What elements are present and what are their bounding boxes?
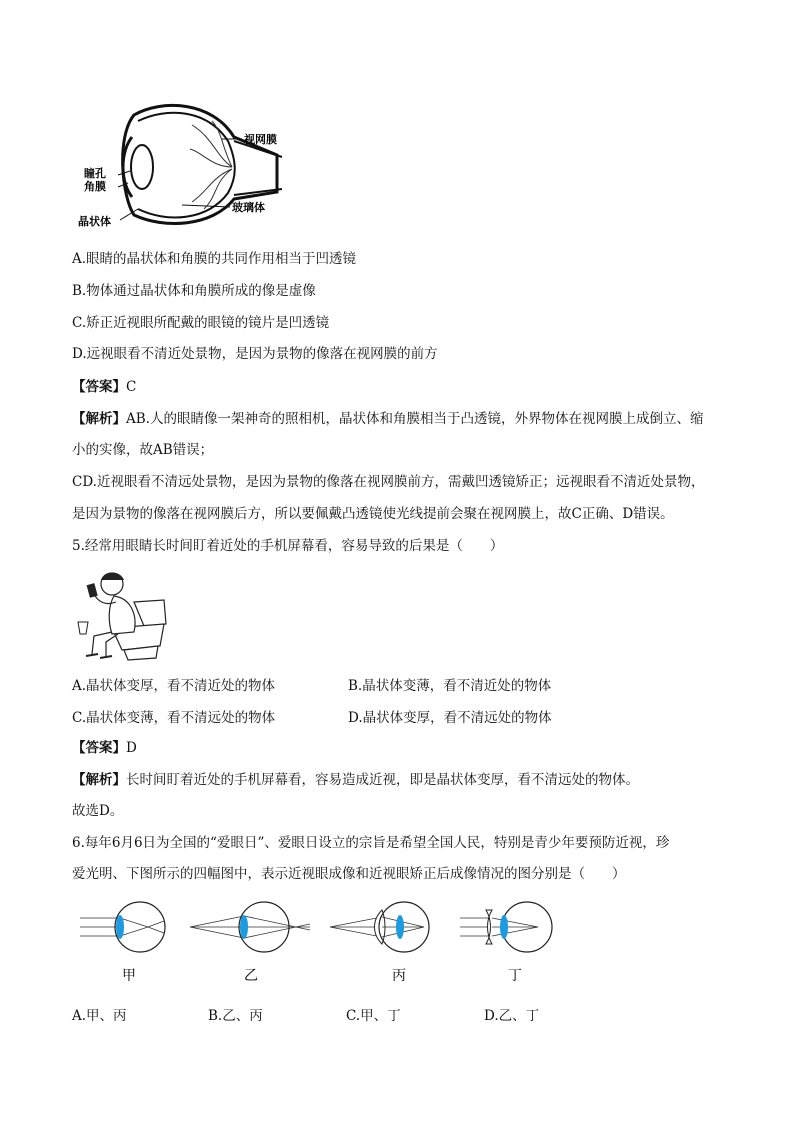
lens-blue xyxy=(396,915,404,939)
q6-option-b: B.乙、丙 xyxy=(208,1008,263,1024)
q6-option-a: A.甲、丙 xyxy=(72,1008,127,1024)
lens-blue xyxy=(116,915,124,939)
lens xyxy=(131,145,153,189)
answer-value: D xyxy=(126,740,137,756)
diagram-jia xyxy=(80,902,165,952)
q4-option-d: D.远视眼看不清近处景物，是因为景物的像落在视网膜的前方 xyxy=(72,346,438,362)
q6-option-c: C.甲、丁 xyxy=(346,1008,401,1024)
answer-label: 【答案】 xyxy=(72,379,126,395)
q4-option-a: A.眼睛的晶状体和角膜的共同作用相当于凹透镜 xyxy=(72,251,357,267)
q4-analysis-2b: 是因为景物的像落在视网膜后方，所以要佩戴凸透镜使光线提前会聚在视网膜上，故C正确、D错误。 xyxy=(72,506,674,522)
q5-stem: 5.经常用眼睛长时间盯着近处的手机屏幕看，容易导致的后果是（ ） xyxy=(72,538,504,554)
analysis-text: 长时间盯着近处的手机屏幕看，容易造成近视，即是晶状体变厚，看不清远处的物体。 xyxy=(126,772,639,788)
lens-blue xyxy=(500,915,508,939)
q4-option-b: B.物体通过晶状体和角膜所成的像是虚像 xyxy=(72,283,316,299)
phone-user-illustration xyxy=(72,566,172,662)
figure-label-jia: 甲 xyxy=(122,968,136,984)
q5-option-c: C.晶状体变薄，看不清远处的物体 xyxy=(72,710,276,726)
figure-label-yi: 乙 xyxy=(244,968,258,984)
label-lens: 晶状体 xyxy=(78,215,111,228)
diagram-ding xyxy=(460,902,552,952)
analysis-label: 【解析】 xyxy=(72,772,126,788)
answer-label: 【答案】 xyxy=(72,740,126,756)
q4-analysis-1a xyxy=(72,409,703,429)
analysis-label: 【解析】 xyxy=(72,411,126,427)
q6-stem-1: 6.每年6月6日为全国的“爱眼日”、爱眼日设立的宗旨是希望全国人民，特别是青少年要预防近视，珍 xyxy=(72,835,670,851)
q5-option-a: A.晶状体变厚，看不清近处的物体 xyxy=(72,678,276,694)
q6-eye-diagrams xyxy=(72,900,562,990)
q4-answer xyxy=(72,377,136,397)
answer-value: C xyxy=(126,379,137,395)
q5-conclusion: 故选D。 xyxy=(72,803,124,819)
q4-option-c: C.矫正近视眼所配戴的眼镜的镜片是凹透镜 xyxy=(72,315,330,331)
label-vitreous: 玻璃体 xyxy=(232,201,265,214)
q6-stem-2: 爱光明、下图所示的四幅图中，表示近视眼成像和近视眼矫正后成像情况的图分别是（ ） xyxy=(72,866,626,882)
figure-label-bing: 丙 xyxy=(392,968,406,984)
diagram-bing xyxy=(330,902,429,952)
eye-anatomy-figure xyxy=(72,97,302,232)
label-pupil: 瞳孔 xyxy=(84,167,106,180)
figure-label-ding: 丁 xyxy=(508,968,522,984)
lens-blue xyxy=(240,915,248,939)
q6-option-d: D.乙、丁 xyxy=(484,1008,540,1024)
q5-analysis xyxy=(72,770,639,790)
q5-option-d: D.晶状体变厚，看不清远处的物体 xyxy=(348,710,552,726)
q5-option-b: B.晶状体变薄，看不清近处的物体 xyxy=(348,678,552,694)
label-retina: 视网膜 xyxy=(244,133,277,146)
label-cornea: 角膜 xyxy=(84,180,106,193)
q5-answer xyxy=(72,738,137,758)
analysis-text: AB.人的眼睛像一架神奇的照相机，晶状体和角膜相当于凸透镜，外界物体在视网膜上成倒立、缩 xyxy=(126,411,704,427)
q4-analysis-1b: 小的实像，故AB错误； xyxy=(72,442,214,458)
diagram-yi xyxy=(190,902,310,952)
q4-analysis-2a: CD.近视眼看不清远处景物，是因为景物的像落在视网膜前方，需戴凹透镜矫正；远视眼看不清近处景物， xyxy=(72,474,705,490)
